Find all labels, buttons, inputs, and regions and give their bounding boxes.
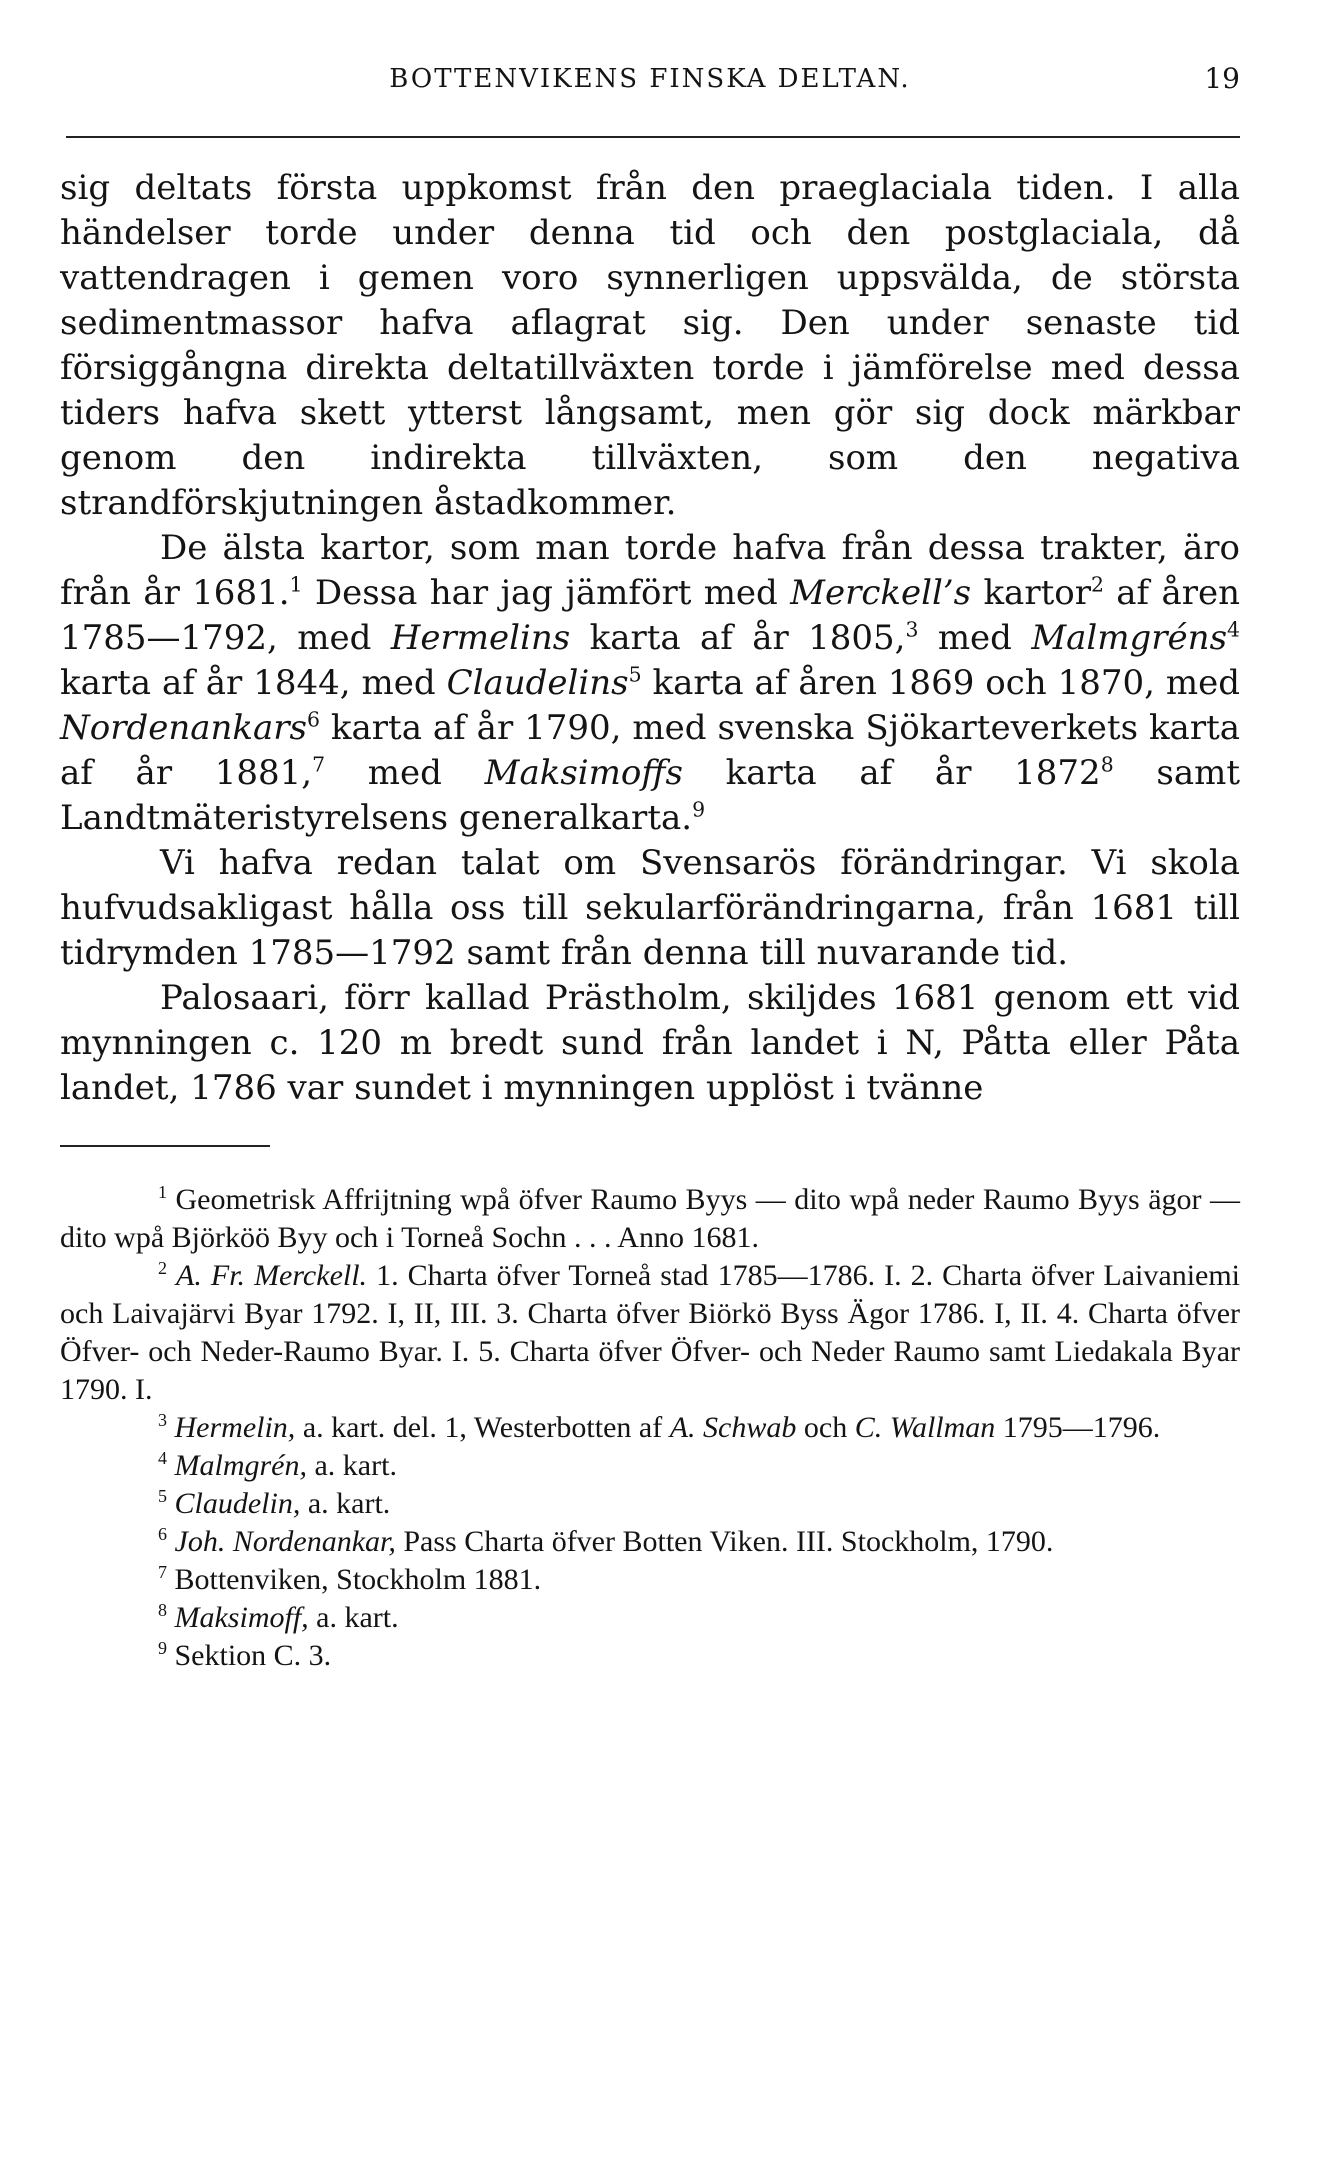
footnote-5-number: 5 (158, 1486, 167, 1506)
footnote-4-number: 4 (158, 1448, 167, 1468)
paragraph-4 (60, 976, 1240, 1111)
page (60, 58, 1240, 1675)
p2-text-h: karta af åren 1869 och 1870, med (641, 663, 1241, 703)
footnote-9 (60, 1637, 1240, 1675)
footnote-ref-1[interactable]: 1 (289, 572, 303, 597)
footnote-7-number: 7 (158, 1562, 167, 1582)
footnote-7 (60, 1561, 1240, 1599)
footnote-5 (60, 1485, 1240, 1523)
footnote-2-number: 2 (158, 1258, 167, 1278)
footnote-2-author: A. Fr. Merckell. (176, 1259, 368, 1292)
running-title: BOTTENVIKENS FINSKA DELTAN. (389, 64, 911, 94)
author-maksimoff: Maksimoffs (484, 753, 683, 793)
footnote-5-text: a. kart. (300, 1487, 391, 1520)
paragraph-1 (60, 166, 1240, 526)
p2-text-l: karta af år 1872 (682, 753, 1101, 793)
p2-text-m: samt Landtmäteristyrelsens generalkarta. (60, 753, 1240, 838)
header-rule (66, 136, 1240, 138)
footnote-6-text: Pass Charta öfver Botten Viken. III. Stockholm, 1790. (395, 1525, 1054, 1558)
footnotes (60, 1181, 1240, 1675)
footnote-1 (60, 1181, 1240, 1257)
footnote-ref-8[interactable]: 8 (1100, 752, 1114, 777)
footnote-6-number: 6 (158, 1524, 167, 1544)
footnote-ref-6[interactable]: 6 (307, 707, 320, 732)
p2-text-b: Dessa har jag jämfört med (302, 573, 791, 613)
author-merckell: Merckell’s (790, 573, 972, 613)
footnote-4-text: a. kart. (306, 1449, 397, 1482)
footnote-ref-7[interactable]: 7 (312, 752, 326, 777)
p2-text-j: karta af år 1790, med svenska Sjökarteverkets karta af år 1881, (60, 708, 1240, 793)
footnote-1-number: 1 (158, 1182, 167, 1202)
footnote-7-text: Bottenviken, Stockholm 1881. (167, 1563, 542, 1596)
footnote-ref-4[interactable]: 4 (1227, 617, 1240, 642)
footnote-2 (60, 1257, 1240, 1409)
p2-text-k: med (325, 753, 485, 793)
p2-text-d: af åren 1785—1792, med (60, 573, 1240, 658)
running-head (60, 58, 1240, 108)
footnote-8-author: Maksimoff, (174, 1601, 309, 1634)
footnote-ref-3[interactable]: 3 (905, 617, 919, 642)
footnote-ref-2[interactable]: 2 (1090, 572, 1104, 597)
footnote-ref-9[interactable]: 9 (692, 797, 706, 822)
footnote-rule (60, 1145, 270, 1147)
paragraph-1-text: sig deltats första uppkomst från den praeglaciala tiden. I alla händelser torde under denna tid och den postglaciala, då vattendragen i gemen voro synnerligen uppsvälda, de största sedimentmassor hafva aflagrat sig. Den under senaste tid försiggångna direkta deltatillväxten torde i jämförelse med dessa tiders hafva skett ytterst långsamt, men gör sig dock märkbar genom den indirekta tillväxten, som den negativa strandförskjutningen åstadkommer. (60, 168, 1240, 523)
paragraph-4-text: Palosaari, förr kallad Prästholm, skiljdes 1681 genom ett vid mynningen c. 120 m bredt sund från landet i N, Påtta eller Påta landet, 1786 var sundet i mynningen upplöst i tvänne (60, 978, 1240, 1108)
footnote-9-number: 9 (158, 1638, 167, 1658)
paragraph-3 (60, 841, 1240, 976)
p2-text-e: karta af år 1805, (570, 618, 906, 658)
p2-text-g: karta af år 1844, med (60, 663, 447, 703)
footnote-3-name-schwab: A. Schwab (669, 1411, 797, 1444)
footnote-2-text: 1. Charta öfver Torneå stad 1785—1786. I. 2. Charta öfver Laivaniemi och Laivajärvi Byar 1792. I, II, III. 3. Charta öfver Biörkö Byss Ägor 1786. I, II. 4. Charta öfver Öfver- och Neder-Raumo Byar. I. 5. Charta öfver Öfver- och Neder Raumo samt Liedakala Byar 1790. I. (60, 1259, 1241, 1406)
footnote-3-name-wallman: C. Wallman (854, 1411, 996, 1444)
paragraph-3-text: Vi hafva redan talat om Svensarös förändringar. Vi skola hufvudsakligast hålla oss till sekularförändringarna, från 1681 till tidrymden 1785—1792 samt från denna till nuvarande tid. (60, 843, 1240, 973)
footnote-6-author: Joh. Nordenankar, (174, 1525, 396, 1558)
author-hermelin: Hermelins (390, 618, 571, 658)
p2-text-c: kartor (971, 573, 1091, 613)
p2-text-a: De älsta kartor, som man torde hafva från dessa trakter, äro från år 1681. (60, 528, 1240, 613)
footnote-8-number: 8 (158, 1600, 167, 1620)
footnote-3-author: Hermelin, (174, 1411, 296, 1444)
footnote-6 (60, 1523, 1240, 1561)
footnote-3 (60, 1409, 1240, 1447)
footnote-3-text-b: och (796, 1411, 855, 1444)
footnote-3-text-a: a. kart. del. 1, Westerbotten af (295, 1411, 670, 1444)
footnote-8 (60, 1599, 1240, 1637)
p2-text-f: med (918, 618, 1032, 658)
author-claudelin: Claudelins (446, 663, 629, 703)
footnote-3-text-c: 1795—1796. (995, 1411, 1161, 1444)
footnote-1-text: Geometrisk Affrijtning wpå öfver Raumo Byys — dito wpå neder Raumo Byys ägor — dito wpå Björköö Byy och i Torneå Sochn . . . Anno 1681. (60, 1183, 1240, 1254)
footnote-4 (60, 1447, 1240, 1485)
footnote-8-text: a. kart. (308, 1601, 399, 1634)
author-malmgren: Malmgréns (1031, 618, 1228, 658)
footnote-3-number: 3 (158, 1410, 167, 1430)
footnote-ref-5[interactable]: 5 (628, 662, 642, 687)
footnote-4-author: Malmgrén, (174, 1449, 307, 1482)
footnote-5-author: Claudelin, (174, 1487, 301, 1520)
footnote-9-text: Sektion C. 3. (167, 1639, 332, 1672)
page-number: 19 (1204, 62, 1240, 95)
body-text (60, 166, 1240, 1111)
author-nordenankar: Nordenankars (60, 708, 307, 748)
paragraph-2 (60, 526, 1240, 841)
